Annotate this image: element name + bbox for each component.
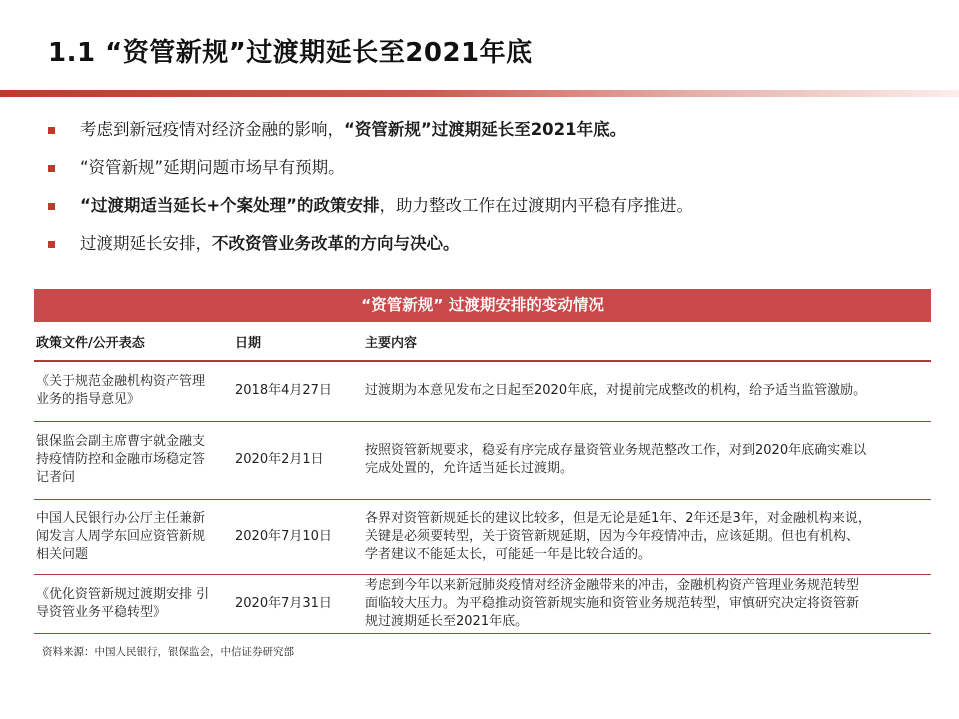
bullet-square-icon [48,203,55,210]
cell-line: 考虑到今年以来新冠肺炎疫情对经济金融带来的冲击，金融机构资产管理业务规范转型 [365,578,860,593]
cell-line: 关键是必须要转型，关于资管新规延期，因为今年疫情冲击，应该延期。但也有机构、 [365,529,860,544]
title-divider [0,90,959,97]
bullet-3-text: ，助力整改工作在过渡期内平稳有序推进。 [379,196,694,215]
cell-date: 2020年2月1日 [235,452,324,467]
bullet-1-text: 考虑到新冠疫情对经济金融的影响， [80,120,344,139]
cell-line: 业务的指导意见》 [36,392,141,407]
table-header [34,322,931,362]
bullet-2 [48,156,928,194]
cell-line: 银保监会副主席曹宇就金融支 [36,434,206,449]
cell-date: 2020年7月10日 [235,529,332,544]
cell-line: 学者建议不能延太长，可能延一年是比较合适的。 [365,547,652,562]
cell-date: 2020年7月31日 [235,596,332,611]
table-row [34,575,931,634]
cell-line: 持疫情防控和金融市场稳定答 [36,452,206,467]
cell-line: 面临较大压力。为平稳推动资管新规实施和资管业务规范转型，审慎研究决定将资管新 [365,596,860,611]
header-date: 日期 [235,336,262,351]
page-title: 1.1 “资管新规”过渡期延长至2021年底 [48,38,533,68]
cell-line: 《关于规范金融机构资产管理 [36,374,206,389]
bullet-square-icon [48,165,55,172]
cell-line: 导资管业务平稳转型》 [36,605,167,620]
table-caption: “资管新规” 过渡期安排的变动情况 [34,289,931,322]
cell-document [36,510,234,564]
cell-content [365,442,927,478]
cell-document [36,373,234,409]
cell-line: 过渡期为本意见发布之日起至2020年底，对提前完成整改的机构，给予适当监管激励。 [365,383,867,398]
cell-content [365,510,927,564]
cell-line: 按照资管新规要求，稳妥有序完成存量资管业务规范整改工作，对到2020年底确实难以 [365,443,867,458]
bullet-4-bold: 不改资管业务改革的方向与决心。 [212,234,460,253]
cell-content [365,577,927,631]
bullet-3 [48,194,928,232]
bullet-4-text: 过渡期延长安排， [80,234,212,253]
table-row [34,422,931,500]
bullet-square-icon [48,241,55,248]
cell-content [365,382,927,400]
cell-line: 中国人民银行办公厅主任兼新 [36,511,206,526]
cell-line: 《优化资管新规过渡期安排 引 [36,587,210,602]
cell-line: 各界对资管新规延长的建议比较多，但是无论是延1年、2年还是3年，对金融机构来说， [365,511,871,526]
table-row [34,362,931,422]
table-row [34,500,931,575]
bullet-4 [48,232,928,270]
cell-line: 闻发言人周学东回应资管新规 [36,529,206,544]
bullet-list [48,118,928,270]
cell-line: 相关问题 [36,547,89,562]
bullet-1 [48,118,928,156]
cell-line: 记者问 [36,470,76,485]
cell-line: 完成处置的，允许适当延长过渡期。 [365,461,574,476]
bullet-square-icon [48,127,55,134]
source-note: 资料来源：中国人民银行，银保监会，中信证券研究部 [42,646,294,658]
cell-line: 规过渡期延长至2021年底。 [365,614,529,629]
bullet-2-text: “资管新规”延期问题市场早有预期。 [80,158,345,177]
bullet-1-bold: “资管新规”过渡期延长至2021年底。 [344,120,627,139]
cell-date: 2018年4月27日 [235,383,332,398]
header-document: 政策文件/公开表态 [36,336,145,351]
cell-document [36,586,234,622]
policy-table [34,289,931,634]
bullet-3-bold: “过渡期适当延长+个案处理”的政策安排 [80,196,380,215]
header-content: 主要内容 [365,336,418,351]
cell-document [36,433,234,487]
